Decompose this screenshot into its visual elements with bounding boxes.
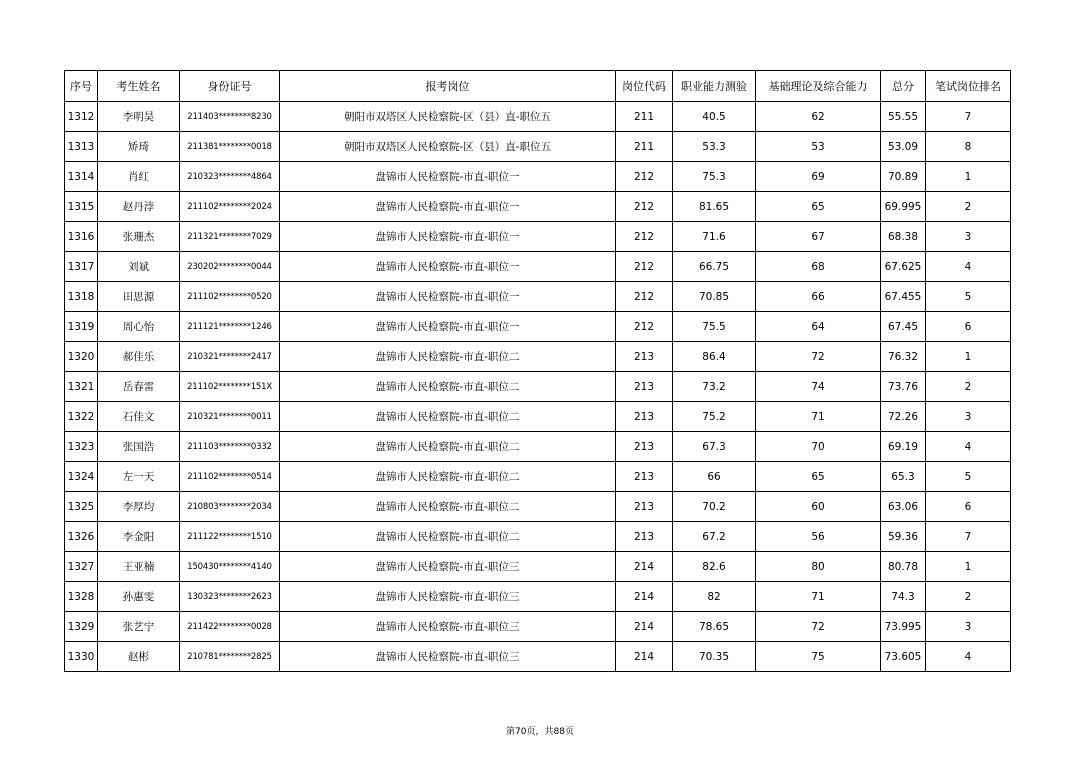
cell-rank: 2 bbox=[926, 372, 1011, 402]
results-table bbox=[64, 70, 1011, 672]
cell-position-code: 214 bbox=[616, 642, 673, 672]
cell-name: 赵彬 bbox=[98, 642, 180, 672]
cell-position-code: 213 bbox=[616, 432, 673, 462]
cell-rank: 4 bbox=[926, 252, 1011, 282]
cell-id-number: 210323********4864 bbox=[180, 162, 280, 192]
cell-position-code: 213 bbox=[616, 342, 673, 372]
cell-id-number: 210321********0011 bbox=[180, 402, 280, 432]
cell-id-number: 230202********0044 bbox=[180, 252, 280, 282]
cell-rank: 5 bbox=[926, 282, 1011, 312]
cell-aptitude-score: 66.75 bbox=[673, 252, 756, 282]
header-theory-score: 基础理论及综合能力 bbox=[756, 71, 881, 102]
cell-total-score: 67.45 bbox=[881, 312, 926, 342]
cell-total-score: 68.38 bbox=[881, 222, 926, 252]
header-row bbox=[65, 71, 1011, 102]
header-rank: 笔试岗位排名 bbox=[926, 71, 1011, 102]
header-position-code: 岗位代码 bbox=[616, 71, 673, 102]
cell-name: 石佳文 bbox=[98, 402, 180, 432]
cell-position-code: 212 bbox=[616, 192, 673, 222]
cell-position: 盘锦市人民检察院-市直-职位三 bbox=[280, 642, 616, 672]
cell-theory-score: 56 bbox=[756, 522, 881, 552]
cell-seq: 1316 bbox=[65, 222, 98, 252]
cell-seq: 1321 bbox=[65, 372, 98, 402]
cell-id-number: 211403********8230 bbox=[180, 102, 280, 132]
table-row bbox=[65, 162, 1011, 192]
cell-rank: 7 bbox=[926, 102, 1011, 132]
header-id-number: 身份证号 bbox=[180, 71, 280, 102]
cell-position-code: 214 bbox=[616, 582, 673, 612]
cell-position-code: 212 bbox=[616, 252, 673, 282]
header-seq: 序号 bbox=[65, 71, 98, 102]
cell-name: 田思源 bbox=[98, 282, 180, 312]
header-total-score: 总分 bbox=[881, 71, 926, 102]
cell-name: 岳春雷 bbox=[98, 372, 180, 402]
cell-id-number: 211121********1246 bbox=[180, 312, 280, 342]
cell-total-score: 65.3 bbox=[881, 462, 926, 492]
cell-total-score: 73.605 bbox=[881, 642, 926, 672]
cell-position: 盘锦市人民检察院-市直-职位二 bbox=[280, 432, 616, 462]
cell-theory-score: 60 bbox=[756, 492, 881, 522]
cell-aptitude-score: 70.35 bbox=[673, 642, 756, 672]
cell-id-number: 211381********0018 bbox=[180, 132, 280, 162]
cell-name: 周心怡 bbox=[98, 312, 180, 342]
cell-theory-score: 62 bbox=[756, 102, 881, 132]
table-row bbox=[65, 492, 1011, 522]
cell-position-code: 213 bbox=[616, 492, 673, 522]
cell-total-score: 72.26 bbox=[881, 402, 926, 432]
cell-id-number: 210803********2034 bbox=[180, 492, 280, 522]
cell-theory-score: 72 bbox=[756, 612, 881, 642]
cell-theory-score: 64 bbox=[756, 312, 881, 342]
cell-rank: 7 bbox=[926, 522, 1011, 552]
cell-rank: 3 bbox=[926, 612, 1011, 642]
table-row bbox=[65, 132, 1011, 162]
cell-position: 盘锦市人民检察院-市直-职位三 bbox=[280, 612, 616, 642]
cell-rank: 6 bbox=[926, 492, 1011, 522]
cell-id-number: 211102********2024 bbox=[180, 192, 280, 222]
cell-name: 赵丹浡 bbox=[98, 192, 180, 222]
cell-position: 盘锦市人民检察院-市直-职位一 bbox=[280, 192, 616, 222]
table-row bbox=[65, 342, 1011, 372]
cell-total-score: 67.625 bbox=[881, 252, 926, 282]
cell-theory-score: 70 bbox=[756, 432, 881, 462]
cell-seq: 1324 bbox=[65, 462, 98, 492]
table-row bbox=[65, 102, 1011, 132]
cell-position: 朝阳市双塔区人民检察院-区（县）直-职位五 bbox=[280, 132, 616, 162]
cell-position-code: 214 bbox=[616, 612, 673, 642]
header-position: 报考岗位 bbox=[280, 71, 616, 102]
cell-position-code: 213 bbox=[616, 462, 673, 492]
table-row bbox=[65, 222, 1011, 252]
cell-aptitude-score: 40.5 bbox=[673, 102, 756, 132]
cell-position-code: 213 bbox=[616, 372, 673, 402]
cell-theory-score: 65 bbox=[756, 462, 881, 492]
header-name: 考生姓名 bbox=[98, 71, 180, 102]
cell-id-number: 211103********0332 bbox=[180, 432, 280, 462]
cell-name: 王亚楠 bbox=[98, 552, 180, 582]
cell-aptitude-score: 82.6 bbox=[673, 552, 756, 582]
table-row bbox=[65, 432, 1011, 462]
cell-aptitude-score: 70.85 bbox=[673, 282, 756, 312]
cell-position: 盘锦市人民检察院-市直-职位二 bbox=[280, 492, 616, 522]
cell-position-code: 212 bbox=[616, 162, 673, 192]
cell-aptitude-score: 67.3 bbox=[673, 432, 756, 462]
cell-total-score: 74.3 bbox=[881, 582, 926, 612]
cell-rank: 2 bbox=[926, 192, 1011, 222]
cell-aptitude-score: 78.65 bbox=[673, 612, 756, 642]
table-row bbox=[65, 312, 1011, 342]
cell-name: 刘斌 bbox=[98, 252, 180, 282]
cell-total-score: 59.36 bbox=[881, 522, 926, 552]
cell-position: 盘锦市人民检察院-市直-职位一 bbox=[280, 252, 616, 282]
cell-id-number: 211122********1510 bbox=[180, 522, 280, 552]
cell-position-code: 212 bbox=[616, 222, 673, 252]
cell-total-score: 53.09 bbox=[881, 132, 926, 162]
cell-aptitude-score: 81.65 bbox=[673, 192, 756, 222]
cell-seq: 1326 bbox=[65, 522, 98, 552]
cell-rank: 2 bbox=[926, 582, 1011, 612]
cell-position-code: 211 bbox=[616, 102, 673, 132]
cell-rank: 1 bbox=[926, 552, 1011, 582]
cell-name: 张艺宁 bbox=[98, 612, 180, 642]
cell-position: 朝阳市双塔区人民检察院-区（县）直-职位五 bbox=[280, 102, 616, 132]
cell-theory-score: 74 bbox=[756, 372, 881, 402]
table-body bbox=[65, 102, 1011, 672]
cell-seq: 1319 bbox=[65, 312, 98, 342]
cell-name: 李厚均 bbox=[98, 492, 180, 522]
cell-theory-score: 53 bbox=[756, 132, 881, 162]
cell-theory-score: 71 bbox=[756, 402, 881, 432]
cell-name: 李明昊 bbox=[98, 102, 180, 132]
cell-seq: 1323 bbox=[65, 432, 98, 462]
cell-total-score: 69.995 bbox=[881, 192, 926, 222]
cell-seq: 1314 bbox=[65, 162, 98, 192]
cell-seq: 1320 bbox=[65, 342, 98, 372]
cell-position-code: 213 bbox=[616, 522, 673, 552]
cell-name: 孙惠雯 bbox=[98, 582, 180, 612]
cell-aptitude-score: 71.6 bbox=[673, 222, 756, 252]
cell-seq: 1313 bbox=[65, 132, 98, 162]
cell-name: 左一天 bbox=[98, 462, 180, 492]
cell-position: 盘锦市人民检察院-市直-职位一 bbox=[280, 282, 616, 312]
cell-seq: 1328 bbox=[65, 582, 98, 612]
table-row bbox=[65, 372, 1011, 402]
cell-id-number: 210781********2825 bbox=[180, 642, 280, 672]
cell-name: 李金阳 bbox=[98, 522, 180, 552]
cell-position: 盘锦市人民检察院-市直-职位三 bbox=[280, 582, 616, 612]
cell-position-code: 212 bbox=[616, 282, 673, 312]
cell-theory-score: 68 bbox=[756, 252, 881, 282]
cell-theory-score: 69 bbox=[756, 162, 881, 192]
cell-total-score: 63.06 bbox=[881, 492, 926, 522]
cell-rank: 6 bbox=[926, 312, 1011, 342]
cell-position-code: 214 bbox=[616, 552, 673, 582]
table-row bbox=[65, 252, 1011, 282]
cell-name: 矫琦 bbox=[98, 132, 180, 162]
cell-seq: 1315 bbox=[65, 192, 98, 222]
table-row bbox=[65, 642, 1011, 672]
cell-total-score: 73.995 bbox=[881, 612, 926, 642]
cell-position-code: 211 bbox=[616, 132, 673, 162]
cell-total-score: 76.32 bbox=[881, 342, 926, 372]
cell-position: 盘锦市人民检察院-市直-职位一 bbox=[280, 312, 616, 342]
cell-aptitude-score: 53.3 bbox=[673, 132, 756, 162]
cell-position: 盘锦市人民检察院-市直-职位二 bbox=[280, 342, 616, 372]
cell-seq: 1325 bbox=[65, 492, 98, 522]
cell-theory-score: 72 bbox=[756, 342, 881, 372]
table-row bbox=[65, 402, 1011, 432]
header-aptitude-score: 职业能力测验 bbox=[673, 71, 756, 102]
cell-position-code: 213 bbox=[616, 402, 673, 432]
cell-aptitude-score: 66 bbox=[673, 462, 756, 492]
cell-theory-score: 80 bbox=[756, 552, 881, 582]
cell-total-score: 55.55 bbox=[881, 102, 926, 132]
cell-id-number: 150430********4140 bbox=[180, 552, 280, 582]
cell-id-number: 211321********7029 bbox=[180, 222, 280, 252]
table-row bbox=[65, 192, 1011, 222]
cell-theory-score: 67 bbox=[756, 222, 881, 252]
cell-position: 盘锦市人民检察院-市直-职位二 bbox=[280, 522, 616, 552]
cell-seq: 1329 bbox=[65, 612, 98, 642]
cell-seq: 1322 bbox=[65, 402, 98, 432]
table-row bbox=[65, 282, 1011, 312]
cell-theory-score: 66 bbox=[756, 282, 881, 312]
cell-position-code: 212 bbox=[616, 312, 673, 342]
cell-total-score: 80.78 bbox=[881, 552, 926, 582]
table-row bbox=[65, 462, 1011, 492]
cell-position: 盘锦市人民检察院-市直-职位二 bbox=[280, 402, 616, 432]
cell-aptitude-score: 70.2 bbox=[673, 492, 756, 522]
cell-name: 肖红 bbox=[98, 162, 180, 192]
cell-theory-score: 65 bbox=[756, 192, 881, 222]
cell-aptitude-score: 67.2 bbox=[673, 522, 756, 552]
page-number: 第70页，共88页 bbox=[506, 727, 574, 737]
cell-rank: 5 bbox=[926, 462, 1011, 492]
table-row bbox=[65, 582, 1011, 612]
cell-name: 张珊杰 bbox=[98, 222, 180, 252]
cell-position: 盘锦市人民检察院-市直-职位一 bbox=[280, 222, 616, 252]
cell-rank: 1 bbox=[926, 162, 1011, 192]
cell-aptitude-score: 75.2 bbox=[673, 402, 756, 432]
table-row bbox=[65, 522, 1011, 552]
cell-rank: 8 bbox=[926, 132, 1011, 162]
cell-theory-score: 75 bbox=[756, 642, 881, 672]
cell-rank: 4 bbox=[926, 642, 1011, 672]
cell-aptitude-score: 82 bbox=[673, 582, 756, 612]
cell-rank: 1 bbox=[926, 342, 1011, 372]
cell-id-number: 211102********0520 bbox=[180, 282, 280, 312]
cell-total-score: 69.19 bbox=[881, 432, 926, 462]
cell-position: 盘锦市人民检察院-市直-职位二 bbox=[280, 372, 616, 402]
cell-seq: 1317 bbox=[65, 252, 98, 282]
cell-aptitude-score: 75.3 bbox=[673, 162, 756, 192]
cell-theory-score: 71 bbox=[756, 582, 881, 612]
cell-rank: 3 bbox=[926, 222, 1011, 252]
cell-position: 盘锦市人民检察院-市直-职位一 bbox=[280, 162, 616, 192]
cell-id-number: 130323********2623 bbox=[180, 582, 280, 612]
cell-id-number: 210321********2417 bbox=[180, 342, 280, 372]
cell-aptitude-score: 75.5 bbox=[673, 312, 756, 342]
cell-total-score: 67.455 bbox=[881, 282, 926, 312]
cell-seq: 1330 bbox=[65, 642, 98, 672]
table-row bbox=[65, 612, 1011, 642]
cell-aptitude-score: 86.4 bbox=[673, 342, 756, 372]
cell-total-score: 73.76 bbox=[881, 372, 926, 402]
cell-rank: 4 bbox=[926, 432, 1011, 462]
cell-seq: 1318 bbox=[65, 282, 98, 312]
cell-name: 张国浩 bbox=[98, 432, 180, 462]
cell-aptitude-score: 73.2 bbox=[673, 372, 756, 402]
cell-position: 盘锦市人民检察院-市直-职位二 bbox=[280, 462, 616, 492]
table-row bbox=[65, 552, 1011, 582]
cell-id-number: 211102********0514 bbox=[180, 462, 280, 492]
cell-seq: 1312 bbox=[65, 102, 98, 132]
cell-id-number: 211102********151X bbox=[180, 372, 280, 402]
cell-id-number: 211422********0028 bbox=[180, 612, 280, 642]
cell-name: 郝佳乐 bbox=[98, 342, 180, 372]
cell-seq: 1327 bbox=[65, 552, 98, 582]
cell-rank: 3 bbox=[926, 402, 1011, 432]
cell-position: 盘锦市人民检察院-市直-职位三 bbox=[280, 552, 616, 582]
cell-total-score: 70.89 bbox=[881, 162, 926, 192]
